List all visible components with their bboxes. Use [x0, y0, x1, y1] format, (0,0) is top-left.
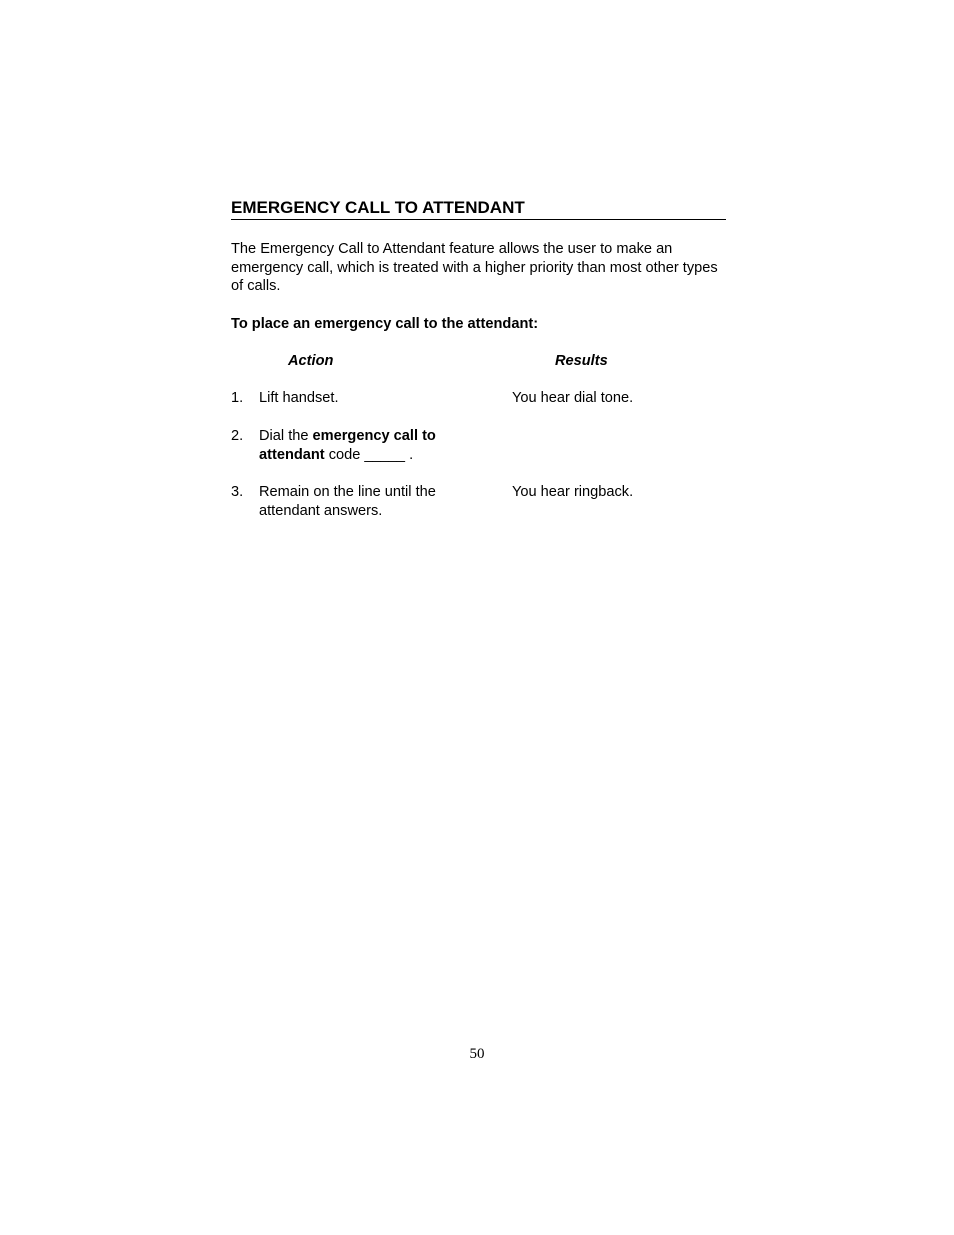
results-column-header: Results [555, 353, 608, 369]
step-number: 3. [231, 484, 244, 500]
section-title: EMERGENCY CALL TO ATTENDANT [231, 198, 726, 220]
step-action [259, 427, 469, 464]
step-number: 1. [231, 390, 244, 406]
step-action-suffix: code _____ . [324, 446, 414, 463]
step-action-prefix: Dial the [259, 428, 313, 444]
step-action-emphasis: emergency call to attendant [259, 428, 436, 463]
procedure-step [231, 427, 726, 467]
step-result: You hear ringback. [512, 484, 634, 500]
step-action: Lift handset. [259, 390, 339, 406]
step-action: Remain on the line until the attendant answers. [259, 484, 436, 519]
page-number: 50 [469, 1046, 485, 1062]
step-number: 2. [231, 428, 244, 444]
procedure-step [231, 483, 726, 523]
step-result: You hear dial tone. [512, 390, 634, 406]
intro-paragraph: The Emergency Call to Attendant feature allows the user to make an emergency call, which is treated with a higher priority than most other types of calls. [231, 241, 718, 295]
procedure-subheading: To place an emergency call to the attendant: [231, 316, 539, 332]
action-column-header: Action [288, 353, 334, 369]
procedure-step [231, 389, 726, 409]
